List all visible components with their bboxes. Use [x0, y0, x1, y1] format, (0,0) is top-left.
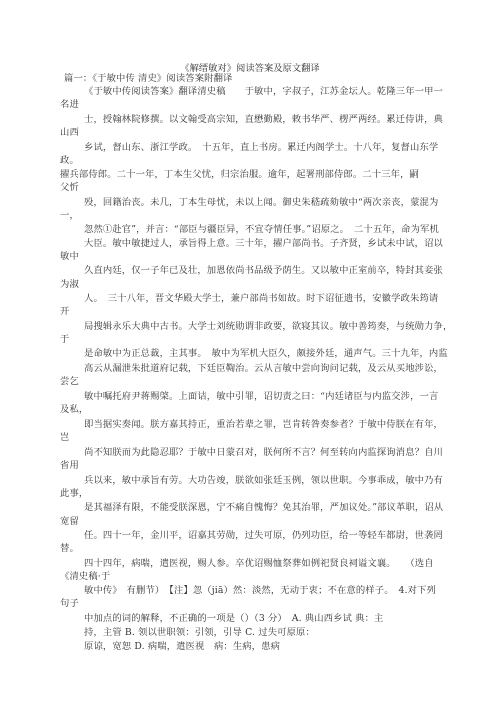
text-line: 乡试，督山东、浙江学政。 十五年，直上书房。累迁内阁学士。十八年，复督山东学	[84, 142, 439, 153]
text-line: 篇一：《于敏中传 清史》阅读答案附翻译	[64, 73, 233, 84]
text-line: 一，	[60, 210, 79, 221]
text-line: 省用	[60, 460, 79, 471]
text-line: 山西	[60, 127, 79, 138]
text-line: 尝乞	[60, 376, 79, 387]
text-line: 殁，回籍治丧。未几，丁本生母忧，未以上闻。御史朱嵇疏劾敏中“两次亲丧，蒙混为	[84, 197, 439, 208]
text-line: 士，授翰林院修撰。以文翰受高宗知，直懋勤殿，敕书华严、楞严两经。累迁侍讲，典	[84, 114, 443, 125]
text-line: 原谅，宽恕 D. 病喘，遣医视 病：生病，患病	[84, 641, 281, 652]
text-line: 替。	[60, 543, 79, 554]
text-line: 是其福泽有限，不能受朕深恩，宁不痛自愧悔？免其治罪，严加议处。”部议革职，诏从	[84, 502, 444, 513]
text-line: 持，主管 B. 领以世职领：引领，引导 C. 过失可原原：	[84, 627, 315, 638]
text-line: 岂	[60, 432, 70, 443]
text-line: 中加点的词的解释，不正确的一项是（）（3 分） A. 典山西乡试 典：主	[84, 613, 384, 624]
text-line: 敏中传》 有删节） 【注】忽（jiā）然：淡然，无动于衷；不在意的样子。 4.对下列	[84, 585, 436, 596]
text-line: 局搜辑永乐大典中古书。大学士刘统勋谓非政要，欲寝其议。敏中善筠奏，与统勋力争，	[84, 321, 453, 332]
text-line: 此事，	[60, 488, 89, 499]
text-line: 开	[60, 306, 70, 317]
text-line: 父忻	[60, 182, 79, 193]
text-line: 于	[60, 334, 70, 345]
text-line: 四十四年，病喘，遣医视，赐人参。卒优诏赐恤祭葬如例祀贤良祠谥文襄。 （选自	[84, 558, 434, 569]
text-line: 尚不知朕而为此隐忍耶？于敏中日蒙召对，朕何所不言？何至转向内监探询消息？自川	[84, 447, 443, 458]
text-line: 为淑	[60, 279, 79, 290]
text-line: 《于敏中传阅读答案》翻译清史稿 于敏中，字叔子，江苏金坛人。乾隆三年一甲一	[84, 86, 443, 97]
text-line: 名进	[60, 99, 79, 110]
text-line: 兵以来，敏中承旨有劳。大功告竣，朕欲如张廷玉例，领以世职。今事乖成，敏中乃有	[84, 475, 443, 486]
text-line: 政。	[60, 155, 79, 166]
text-line: 擢兵部侍郎。二十一年，丁本生父忧，归宗治服。逾年，起署刑部侍郎。二十三年，嗣	[60, 169, 419, 180]
text-line: 及私，	[60, 404, 89, 415]
text-line: 久直内廷，仅一子年已及壮，加恩依尚书品级予荫生。又以敏中正室前卒，特封其妾张	[84, 265, 443, 276]
text-line: 敏中	[60, 251, 79, 262]
document-title: 《解缙敏对》阅读答案及原文翻译	[180, 63, 320, 74]
text-line: 即当据实奏闻。朕方嘉其持正，重治若辈之罪，岂肯转咎奏参者？于敏中侍朕在有年，	[84, 419, 443, 430]
text-line: 是命敏中为正总裁，主其事。 敏中为军机大臣久，颇接外廷，通声气。三十九年，内监	[84, 348, 448, 359]
text-line: 人。 三十八年，晋文华殿大学士，兼户部尚书如故。时下诏征遗书，安徽学政朱筠请	[84, 293, 439, 304]
text-line: 句子	[60, 598, 79, 609]
text-line: 宽留	[60, 516, 79, 527]
text-line: 《清史稿·于	[60, 571, 111, 582]
text-line: 大臣。敏中敏捷过人，承旨得上意。三十年，擢户部尚书。子齐贤，乡试未中试，诏以	[84, 238, 443, 249]
text-line: 敏中嘱托府尹蒋赐棨。上面诘，敏中引罪，诏切责之曰：“内廷诸臣与内监交涉，一言	[84, 391, 439, 402]
text-line: 忽然①赴官”，并言：“部臣与疆臣异，不宜夺情任事。”诏原之。 二十五年，命为军机	[84, 224, 439, 235]
text-line: 高云从漏泄朱批道府记载，下廷臣鞫治。云从言敏中尝向询问记载，及云从买地涉讼，	[84, 363, 443, 374]
text-line: 任。四十一年，金川平，诏嘉其劳勋，过失可原，仍列功臣，给一等轻车都尉，世袭罔	[84, 530, 443, 541]
